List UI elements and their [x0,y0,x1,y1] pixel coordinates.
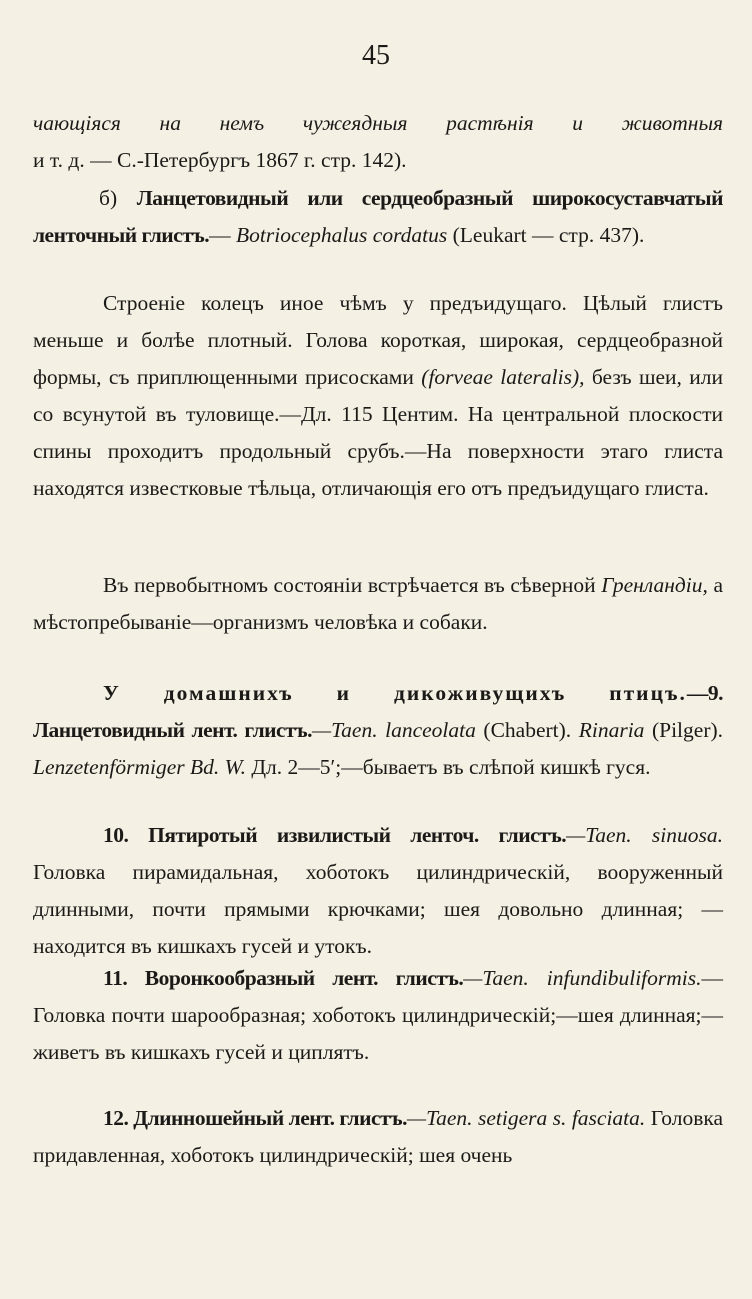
text: а мѣстопребываніе—организмъ человѣка и собаки. [33,573,724,634]
section-heading: У домашнихъ и дикоживущихъ птицъ. [103,681,687,705]
page-number: 45 [362,40,390,71]
place-name: Гренландіи, [601,573,708,597]
latin-name: —Taen. lanceolata [312,718,476,742]
latin-term: (forveae lateralis), [421,365,585,389]
author: (Chabert). [483,718,572,742]
reference: (Leukart — стр. 437). [452,223,645,247]
paragraph-structure [33,285,723,507]
species-name: Ланцетовидный или сердцеобразный широкосуставчатый ленточный глистъ. [33,186,723,247]
text: Головка пирамидальная, хоботокъ цилиндрическій, вооруженный длинными, почти прямыми крючками; шея довольно длинная; — находится въ кишкахъ гусей и утокъ. [33,860,723,958]
latin-name: —Taen. setigera s. fasciata. [407,1106,646,1130]
latin-name: —Taen. infundibuliformis. [463,966,702,990]
text: и т. д. — С.-Петербургъ 1867 г. стр. 142). [33,148,407,172]
paragraph-item-10 [33,817,723,965]
paragraph-item-11 [33,960,723,1071]
german-name: Lenzetenförmiger Bd. W. [33,755,246,779]
text: безъ шеи, или со всунутой въ туловище.—Дл. 115 Центим. На центральной плоскости спины проходитъ продольный срубъ.—На поверхности этаго глиста находятся известковые тѣльца, отличающія его отъ предъидущаго глиста. [33,365,724,500]
item-label: б) [99,186,118,210]
latin-name: —Taen. sinuosa. [566,823,723,847]
paragraph-item-9 [33,675,723,786]
author: (Pilger). [651,718,724,742]
dash: — [209,223,231,247]
paragraph-botriocephalus [33,180,723,254]
latin-name: Botriocephalus cordatus [236,223,448,247]
species-name: —9. Ланцетовидный лент. глистъ. [33,681,723,742]
paragraph-continued [33,105,723,179]
species-name: 12. Длинношейный лент. глистъ. [103,1106,408,1130]
text: Въ первобытномъ состояніи встрѣчается въ сѣверной [103,573,596,597]
text: — Головка почти шарообразная; хоботокъ цилиндрическій;—шея длинная;— живетъ въ кишкахъ гусей и циплятъ. [33,966,723,1064]
text: Головка придавленная, хоботокъ цилиндрическій; шея очень [33,1106,724,1167]
paragraph-habitat [33,567,723,641]
species-name: 10. Пятиротый извилистый ленточ. глистъ. [103,823,567,847]
text: Строеніе колецъ иное чѣмъ у предъидущаго. Цѣлый глистъ меньше и болѣе плотный. Голова короткая, широкая, сердцеобразной формы, съ приплющенными присосками [33,291,723,389]
italic-text: чающіяся на немъ чужеядныя растѣнія и животныя [33,111,723,135]
text: Дл. 2—5′;—бываетъ въ слѣпой кишкѣ гуся. [251,755,651,779]
species-name: 11. Воронкообразный лент. глистъ. [103,966,464,990]
latin-name: Rinaria [578,718,645,742]
paragraph-item-12 [33,1100,723,1174]
